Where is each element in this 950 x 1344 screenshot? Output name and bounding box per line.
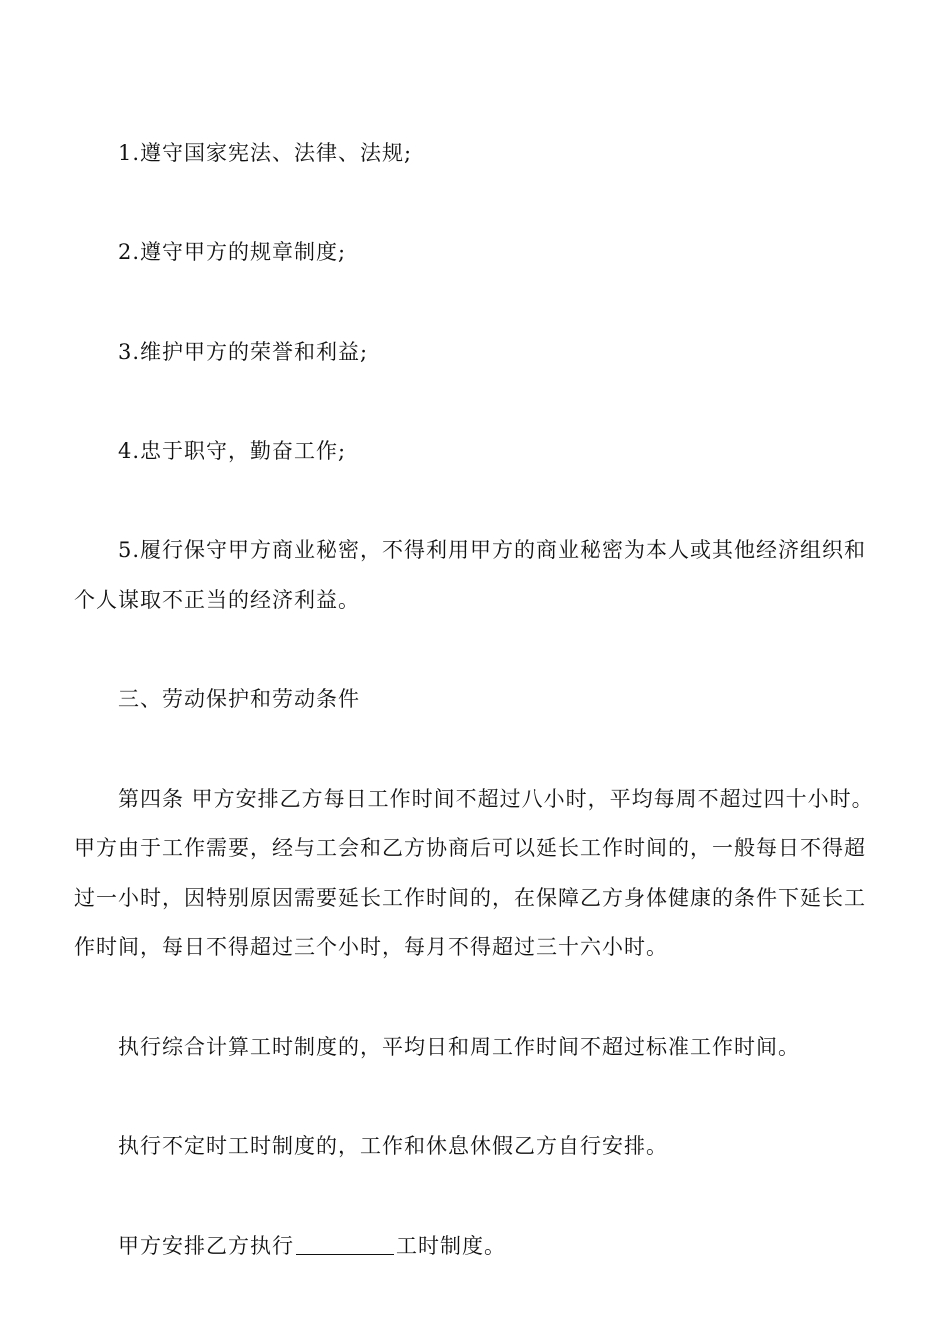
item-5-line-1: 5.履行保守甲方商业秘密，不得利用甲方的商业秘密为本人或其他经济组织和 <box>118 538 867 562</box>
paragraph-comprehensive-hours: 执行综合计算工时制度的，平均日和周工作时间不超过标准工作时间。 <box>118 1035 800 1059</box>
item-4: 4.忠于职守，勤奋工作; <box>118 439 347 463</box>
section-3-heading: 三、劳动保护和劳动条件 <box>118 687 360 711</box>
article-4-line-1: 第四条 甲方安排乙方每日工作时间不超过八小时，平均每周不超过四十小时。 <box>118 787 874 811</box>
paragraph-assign-hours <box>118 1231 506 1261</box>
article-4-line-3: 过一小时，因特别原因需要延长工作时间的，在保障乙方身体健康的条件下延长工 <box>74 886 866 910</box>
article-4-line-2: 甲方由于工作需要，经与工会和乙方协商后可以延长工作时间的，一般每日不得超 <box>74 836 866 860</box>
assign-prefix: 甲方安排乙方执行 <box>118 1234 294 1258</box>
fill-in-blank[interactable] <box>296 1232 394 1255</box>
article-4-line-4: 作时间，每日不得超过三个小时，每月不得超过三十六小时。 <box>74 935 668 959</box>
item-5-line-2: 个人谋取不正当的经济利益。 <box>74 588 360 612</box>
assign-suffix: 工时制度。 <box>396 1234 506 1258</box>
item-2: 2.遵守甲方的规章制度; <box>118 240 347 264</box>
item-3: 3.维护甲方的荣誉和利益; <box>118 340 369 364</box>
paragraph-irregular-hours: 执行不定时工时制度的，工作和休息休假乙方自行安排。 <box>118 1134 668 1158</box>
item-1: 1.遵守国家宪法、法律、法规; <box>118 141 413 165</box>
